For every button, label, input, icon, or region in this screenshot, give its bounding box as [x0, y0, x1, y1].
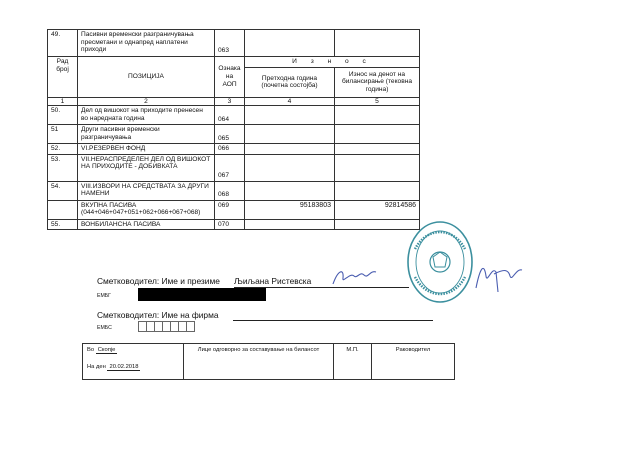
balance-table [47, 29, 420, 230]
table-row [48, 181, 420, 200]
row-number: 52. [48, 144, 78, 155]
header-row [48, 57, 420, 68]
row-prev [245, 181, 335, 200]
date-value: 20.02.2018 [109, 364, 139, 370]
row-number: 55. [48, 219, 78, 230]
row-curr [335, 154, 420, 181]
row-prev [245, 125, 335, 144]
embs-label: ЕМБС [97, 325, 112, 331]
row-aop: 069 [215, 200, 245, 219]
row-prev [245, 154, 335, 181]
table-row [48, 125, 420, 144]
row-position: VII.НЕРАСПРЕДЕЛЕН ДЕЛ ОД ВИШОКОТ НА ПРИХОДИТЕ - ДОБИВКАТА [78, 154, 215, 181]
signature-footer [82, 343, 455, 380]
row-number: 51 [48, 125, 78, 144]
column-number: 4 [245, 97, 335, 106]
row-curr [335, 181, 420, 200]
place-label: Во [87, 347, 95, 353]
date-label: На ден [87, 364, 106, 370]
table-row [48, 154, 420, 181]
firm-underline [233, 320, 433, 321]
accountant-firm-label: Сметководител: Име на фирма [97, 310, 219, 320]
accountant-name-value: Љиљана Ристевска [234, 276, 312, 286]
row-curr [335, 144, 420, 155]
row-number: 50. [48, 106, 78, 125]
table-row [48, 144, 420, 155]
row-aop: 070 [215, 219, 245, 230]
embg-redacted [138, 288, 266, 301]
column-number: 5 [335, 97, 420, 106]
row-number: 49. [48, 30, 78, 57]
row-position: VIII.ИЗВОРИ НА СРЕДСТВАТА ЗА ДРУГИ НАМЕНИ [78, 181, 215, 200]
row-position: VI.РЕЗЕРВЕН ФОНД [78, 144, 215, 155]
header-rad-broj: Рад број [48, 57, 78, 98]
accountant-name-label: Сметководител: Име и презиме [97, 276, 220, 286]
column-number-row [48, 97, 420, 106]
embs-boxes [138, 321, 194, 332]
table-row [48, 219, 420, 230]
accountant-signature-icon [330, 266, 380, 288]
table-row [48, 106, 420, 125]
row-aop: 066 [215, 144, 245, 155]
official-stamp-icon [405, 219, 475, 305]
row-position: Други пасивни временски разграничувања [78, 125, 215, 144]
row-curr [335, 106, 420, 125]
responsible-person-cell: Лице одговорно за составување на билансот [184, 344, 334, 380]
place-value: Скопје [97, 347, 116, 353]
row-aop: 064 [215, 106, 245, 125]
row-position: Дел од вишокот на приходите пренесен во наредната година [78, 106, 215, 125]
row-position: ВКУПНА ПАСИВА (044+046+047+051+062+066+067+068) [78, 200, 215, 219]
header-iznos: И з н о с [245, 57, 420, 68]
column-number: 2 [78, 97, 215, 106]
column-number: 3 [215, 97, 245, 106]
row-prev [245, 106, 335, 125]
row-aop: 063 [215, 30, 245, 57]
row-number: 54. [48, 181, 78, 200]
row-curr [335, 30, 420, 57]
manager-signature-icon [474, 258, 524, 294]
header-pozicija: ПОЗИЦИЈА [78, 57, 215, 98]
table-row-total [48, 200, 420, 219]
row-prev [245, 30, 335, 57]
row-curr: 92814586 [335, 200, 420, 219]
row-curr [335, 125, 420, 144]
row-prev [245, 219, 335, 230]
row-aop: 065 [215, 125, 245, 144]
embs-box [186, 321, 195, 332]
mp-cell: М.П. [334, 344, 372, 380]
row-aop: 068 [215, 181, 245, 200]
embg-label: ЕМБГ [97, 293, 111, 299]
place-date-cell [83, 344, 184, 380]
header-prev-year: Претходна година (почетна состојба) [245, 67, 335, 97]
row-number: 53. [48, 154, 78, 181]
manager-cell: Раководител [372, 344, 455, 380]
row-position: ВОНБИЛАНСНА ПАСИВА [78, 219, 215, 230]
header-oznaka-aop: Ознака на АОП [215, 57, 245, 98]
column-number: 1 [48, 97, 78, 106]
row-aop: 067 [215, 154, 245, 181]
header-curr-year: Износ на денот на билансирање (тековна година) [335, 67, 420, 97]
row-prev: 95183803 [245, 200, 335, 219]
row-prev [245, 144, 335, 155]
table-row-49 [48, 30, 420, 57]
row-number [48, 200, 78, 219]
row-position: Пасивни временски разграничувања пресметани и однапред наплатени приходи [78, 30, 215, 57]
